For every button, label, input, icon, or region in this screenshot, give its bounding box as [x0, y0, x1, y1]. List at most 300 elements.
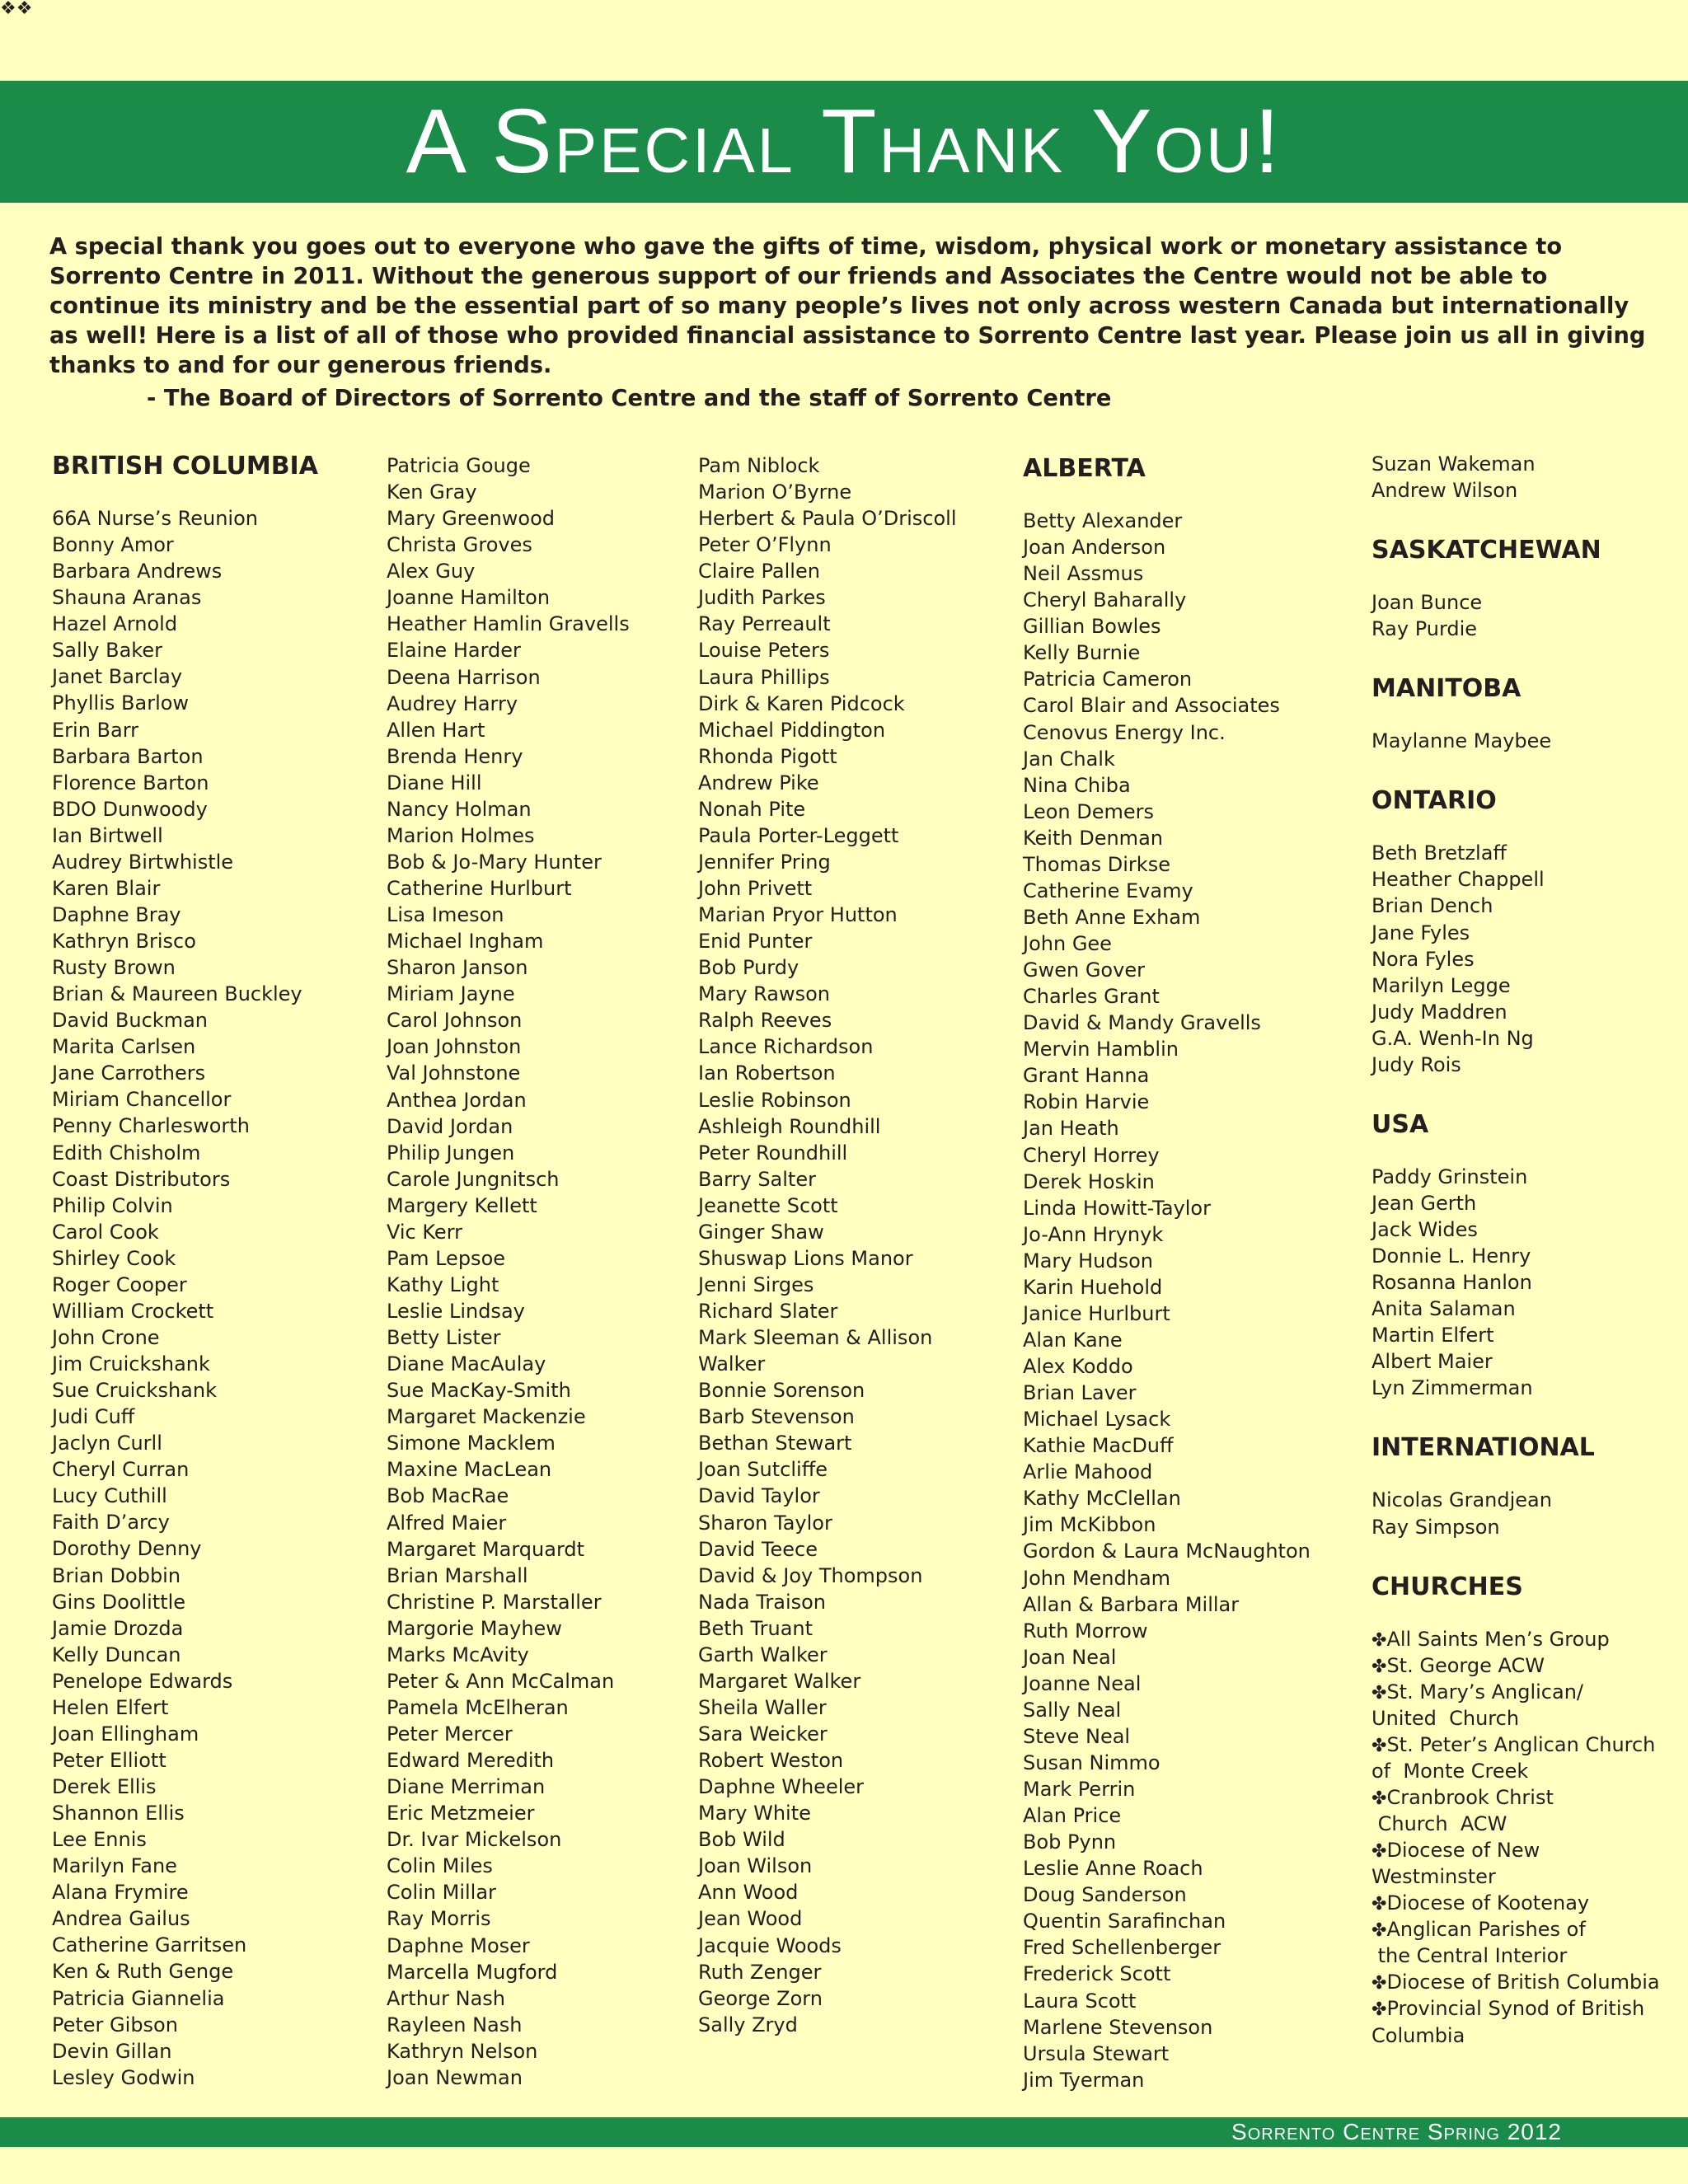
section-heading-alberta: ALBERTA: [1023, 454, 1146, 483]
donor-name: Grant Hanna: [1023, 1064, 1150, 1088]
cross-bullet-icon: ✤: [1372, 1682, 1387, 1704]
donor-name: Joanne Neal: [1023, 1671, 1142, 1695]
donor-name: John Mendham: [1023, 1566, 1171, 1590]
donor-name: Bob & Jo-Mary Hunter: [387, 850, 602, 874]
church-line: [1372, 1626, 1660, 1652]
donor-name: Jan Heath: [1023, 1117, 1119, 1141]
section-spacer: [1372, 1078, 1660, 1108]
donor-name: Christa Groves: [387, 533, 532, 557]
donor-name: Jamie Drozda: [52, 1616, 184, 1640]
donor-name: Rusty Brown: [52, 956, 176, 980]
section-heading-international: INTERNATIONAL: [1372, 1433, 1595, 1463]
donor-name: Mervin Hamblin: [1023, 1038, 1179, 1062]
donor-name: Ian Birtwell: [52, 823, 163, 847]
donor-name: Peter Roundhill: [698, 1141, 848, 1165]
donor-name: Robin Harvie: [1023, 1090, 1150, 1114]
donor-name: Rayleen Nash: [387, 2013, 523, 2036]
donor-name: Karin Huehold: [1023, 1275, 1163, 1299]
donor-name: Claire Pallen: [698, 560, 820, 583]
donor-name: Catherine Garritsen: [52, 1933, 247, 1957]
church-name: Westminster: [1372, 1865, 1496, 1889]
donor-name: Jim Tyerman: [1023, 2068, 1145, 2092]
cross-bullet-icon: ✤: [1372, 1656, 1387, 1677]
donor-name: Bob Purdy: [698, 956, 799, 980]
donor-name: Robert Weston: [698, 1749, 844, 1773]
donor-name: G.A. Wenh-In Ng: [1372, 1026, 1534, 1050]
donor-name: Keith Denman: [1023, 826, 1163, 850]
donor-name: Arlie Mahood: [1023, 1460, 1153, 1484]
donor-name: Cenovus Energy Inc.: [1023, 720, 1226, 744]
donor-name: Quentin Sarafinchan: [1023, 1910, 1226, 1933]
donor-name: Sharon Taylor: [698, 1511, 832, 1535]
column-5: [1372, 451, 1660, 2049]
donor-name: Mark Sleeman & Allison: [698, 1326, 933, 1350]
donor-name: Janet Barclay: [52, 665, 183, 689]
section-heading-saskatchewan: SASKATCHEWAN: [1372, 536, 1601, 565]
donor-name: Maxine MacLean: [387, 1458, 552, 1482]
donor-name: Garth Walker: [698, 1643, 828, 1666]
column-british-columbia: [52, 449, 318, 2091]
donor-name: Alana Frymire: [52, 1881, 189, 1905]
donor-name: Jim McKibbon: [1023, 1513, 1156, 1537]
donor-name: Alex Guy: [387, 560, 476, 583]
donor-name: Marion O’Byrne: [698, 480, 852, 504]
donor-name: Laura Scott: [1023, 1989, 1137, 2013]
church-name: Provincial Synod of British: [1386, 1997, 1645, 2021]
donor-name: Andrew Wilson: [1372, 479, 1518, 503]
donor-name: Brian Laver: [1023, 1381, 1137, 1405]
church-line: [1372, 1863, 1660, 1890]
intro-paragraph: A special thank you goes out to everyone who gave the gifts of time, wisdom, physical work or monetary assistance to Sorrento Centre in 2011. Without the generous support of our friends and Associates the Centre would not be able to continue its ministry and be the essential part of so many people’s lives not only across western Canada but internationally as well! Here is a list of all of those who provided financial assistance to Sorrento Centre last year. Please join us all in giving thanks to and for our generous friends.: [49, 234, 1646, 378]
donor-name: Val Johnstone: [387, 1062, 521, 1085]
donor-name: Bob Wild: [698, 1828, 785, 1852]
donor-name: Mary Hudson: [1023, 1249, 1154, 1272]
donor-name: Sara Weicker: [698, 1722, 828, 1746]
donor-name: David Jordan: [387, 1114, 513, 1138]
donor-name: Neil Assmus: [1023, 562, 1144, 586]
donor-name: Catherine Evamy: [1023, 879, 1193, 902]
donor-name: Louise Peters: [698, 639, 830, 663]
donor-name: Dorothy Denny: [52, 1537, 202, 1561]
donor-name: Joan Newman: [387, 2065, 523, 2089]
donor-name: Jack Wides: [1372, 1218, 1478, 1241]
donor-name: Bob Pynn: [1023, 1830, 1117, 1854]
donor-name: Mark Perrin: [1023, 1778, 1136, 1801]
donor-name: Daphne Moser: [387, 1933, 530, 1957]
donor-name: Pamela McElheran: [387, 1695, 569, 1719]
section-spacer: [1372, 1540, 1660, 1570]
donor-name: Rhonda Pigott: [698, 744, 837, 768]
donor-name: David Teece: [698, 1537, 818, 1561]
donor-name: Rosanna Hanlon: [1372, 1271, 1532, 1295]
donor-name: Linda Howitt-Taylor: [1023, 1196, 1211, 1220]
donor-name: Enid Punter: [698, 930, 813, 954]
donor-name: Colin Miles: [387, 1854, 493, 1878]
donor-name: Ralph Reeves: [698, 1009, 832, 1033]
donor-name: Carol Johnson: [387, 1009, 523, 1033]
donor-name: Sue Cruickshank: [52, 1379, 217, 1403]
donor-name: Margorie Mayhew: [387, 1616, 562, 1640]
donor-list-manitoba: [1372, 728, 1660, 754]
donor-name: Patricia Gouge: [387, 454, 531, 477]
donor-list-column-2: [387, 452, 630, 2091]
donor-name: Edith Chisholm: [52, 1141, 201, 1165]
donor-name: Lee Ennis: [52, 1828, 147, 1852]
donor-name: Sally Zryd: [698, 2013, 798, 2036]
donor-name: Audrey Harry: [387, 691, 518, 715]
donor-name: Simone Macklem: [387, 1432, 556, 1455]
cross-bullet-icon: ✤: [1372, 1920, 1387, 1942]
donor-name: Margaret Mackenzie: [387, 1405, 586, 1429]
donor-name: Kathryn Brisco: [52, 930, 196, 953]
donor-name: Joan Anderson: [1023, 536, 1166, 560]
donor-name: Daphne Wheeler: [698, 1775, 865, 1799]
cross-bullet-icon: ✤: [1372, 1999, 1387, 2021]
donor-name: Allan & Barbara Millar: [1023, 1592, 1240, 1616]
donor-name: Marcella Mugford: [387, 1960, 558, 1984]
church-name: St. Mary’s Anglican/: [1386, 1680, 1583, 1704]
donor-name: Kelly Duncan: [52, 1643, 181, 1666]
donor-name: Gwen Gover: [1023, 958, 1145, 982]
donor-name: Donnie L. Henry: [1372, 1244, 1531, 1268]
donor-name: Peter & Ann McCalman: [387, 1669, 615, 1693]
church-line: [1372, 1758, 1660, 1784]
donor-name: Michael Ingham: [387, 930, 544, 954]
donor-name: Joanne Hamilton: [387, 586, 551, 610]
donor-name: Nora Fyles: [1372, 947, 1475, 971]
section-spacer: [1372, 1401, 1660, 1431]
donor-name: Marilyn Legge: [1372, 973, 1511, 997]
donor-name: Judith Parkes: [698, 586, 826, 610]
donor-name: Diane Merriman: [387, 1775, 546, 1799]
donor-name: Gordon & Laura McNaughton: [1023, 1540, 1311, 1563]
donor-list-usa: [1372, 1164, 1660, 1402]
church-name: All Saints Men’s Group: [1386, 1627, 1610, 1651]
donor-name: Audrey Birtwhistle: [52, 850, 234, 874]
church-name: Diocese of New: [1386, 1839, 1540, 1863]
church-name: St. Peter’s Anglican Church: [1386, 1732, 1656, 1756]
donor-name: Brian Dench: [1372, 894, 1493, 918]
donor-name: George Zorn: [698, 1986, 823, 2010]
church-line: [1372, 1732, 1660, 1758]
donor-list-column-3: [698, 452, 957, 2038]
donor-name: Ursula Stewart: [1023, 2041, 1170, 2065]
donor-name: Cheryl Baharally: [1023, 588, 1187, 612]
donor-name: Ray Simpson: [1372, 1515, 1500, 1539]
section-heading-british-columbia: BRITISH COLUMBIA: [52, 452, 318, 480]
church-name: Anglican Parishes of: [1386, 1918, 1586, 1942]
donor-name: Alex Koddo: [1023, 1355, 1133, 1378]
church-name: Diocese of Kootenay: [1386, 1891, 1590, 1915]
donor-list-alberta: [1023, 508, 1311, 2093]
church-name: Cranbrook Christ: [1386, 1785, 1554, 1809]
donor-name: Ian Robertson: [698, 1062, 836, 1085]
donor-name: Erin Barr: [52, 718, 139, 742]
donor-name: Jan Chalk: [1023, 747, 1115, 771]
donor-name: Leon Demers: [1023, 799, 1154, 823]
donor-name: Doug Sanderson: [1023, 1883, 1187, 1907]
donor-name: Kathryn Nelson: [387, 2039, 538, 2063]
donor-name: Peter Elliott: [52, 1748, 166, 1772]
donor-name: Jean Wood: [698, 1907, 803, 1931]
donor-list-alberta-continued: [1372, 451, 1660, 504]
donor-name: Shannon Ellis: [52, 1802, 185, 1825]
donor-name: 66A Nurse’s Reunion: [52, 507, 258, 530]
donor-name: John Privett: [698, 877, 813, 900]
donor-name: David Buckman: [52, 1009, 208, 1033]
church-line: [1372, 1652, 1660, 1679]
donor-name: Andrea Gailus: [52, 1907, 190, 1931]
donor-name: Albert Maier: [1372, 1350, 1493, 1374]
donor-name: Walker: [698, 1352, 766, 1376]
donor-name: Marlene Stevenson: [1023, 2015, 1213, 2039]
donor-name: Sharon Janson: [387, 956, 528, 980]
donor-name: John Crone: [52, 1325, 160, 1349]
donor-name: Joan Neal: [1023, 1645, 1117, 1669]
donor-name: Michael Piddington: [698, 718, 886, 742]
donor-name: Brian Marshall: [387, 1563, 528, 1587]
donor-name: Patricia Giannelia: [52, 1986, 225, 2010]
donor-name: David & Joy Thompson: [698, 1563, 923, 1587]
donor-name: Derek Ellis: [52, 1775, 157, 1798]
donor-name: Colin Millar: [387, 1881, 496, 1905]
donor-name: Allen Hart: [387, 718, 485, 742]
donor-name: Fred Schellenberger: [1023, 1936, 1221, 1960]
donor-name: Joan Sutcliffe: [698, 1458, 828, 1482]
donor-name: Beth Bretzlaff: [1372, 841, 1507, 865]
church-line: [1372, 1890, 1660, 1916]
donor-name: Leslie Lindsay: [387, 1300, 525, 1323]
donor-name: Andrew Pike: [698, 771, 819, 794]
donor-name: Sally Baker: [52, 639, 162, 663]
donor-name: Florence Barton: [52, 771, 209, 794]
donor-name: Marita Carlsen: [52, 1035, 196, 1059]
donor-name: Beth Truant: [698, 1616, 814, 1640]
donor-name: Miriam Jayne: [387, 982, 515, 1006]
donor-name: Lisa Imeson: [387, 903, 504, 927]
donor-name: Jane Carrothers: [52, 1062, 206, 1085]
donor-name: Jenni Sirges: [698, 1272, 814, 1296]
donor-name: Cheryl Curran: [52, 1458, 190, 1482]
donor-name: Patricia Cameron: [1023, 668, 1193, 691]
donor-name: Anthea Jordan: [387, 1088, 527, 1112]
section-heading-churches: CHURCHES: [1372, 1572, 1523, 1601]
donor-name: Catherine Hurlburt: [387, 877, 572, 900]
church-line: [1372, 1784, 1660, 1811]
section-spacer: [1372, 754, 1660, 784]
donor-name: Beth Anne Exham: [1023, 905, 1201, 929]
donor-name: Jeanette Scott: [698, 1193, 838, 1217]
donor-name: Carol Blair and Associates: [1023, 694, 1280, 718]
donor-name: Maylanne Maybee: [1372, 729, 1552, 753]
donor-name: Phyllis Barlow: [52, 691, 190, 715]
cross-bullet-icon: ✤: [1372, 1973, 1387, 1994]
church-name: United Church: [1372, 1706, 1520, 1730]
cross-bullet-icon: ✤: [1372, 1841, 1387, 1863]
donor-name: Elaine Harder: [387, 639, 521, 663]
donor-name: Eric Metzmeier: [387, 1802, 535, 1825]
donor-name: Philip Jungen: [387, 1141, 515, 1165]
donor-name: Gins Doolittle: [52, 1590, 186, 1614]
donor-name: Richard Slater: [698, 1300, 838, 1323]
donor-name: Shauna Aranas: [52, 586, 202, 610]
donor-name: Margery Kellett: [387, 1193, 537, 1217]
donor-name: William Crockett: [52, 1299, 214, 1323]
donor-name: Sally Neal: [1023, 1698, 1122, 1722]
section-spacer: [1372, 642, 1660, 672]
donor-name: Brian Dobbin: [52, 1563, 181, 1587]
donor-name: Pam Lepsoe: [387, 1246, 506, 1270]
section-heading-ontario: ONTARIO: [1372, 786, 1497, 816]
column-alberta: [1023, 452, 1311, 2093]
donor-name: Herbert & Paula O’Driscoll: [698, 507, 957, 531]
donor-name: John Gee: [1023, 932, 1112, 955]
church-name: Church ACW: [1372, 1812, 1507, 1835]
donor-name: Betty Alexander: [1023, 509, 1183, 532]
donor-name: Jane Fyles: [1372, 921, 1470, 944]
donor-name: Michael Lysack: [1023, 1408, 1171, 1432]
donor-name: Bethan Stewart: [698, 1432, 852, 1455]
donor-name: Helen Elfert: [52, 1695, 169, 1719]
church-name: the Central Interior: [1372, 1944, 1568, 1968]
donor-name: Hazel Arnold: [52, 612, 178, 636]
donor-name: Shuswap Lions Manor: [698, 1246, 913, 1270]
donor-name: Leslie Anne Roach: [1023, 1857, 1203, 1881]
donor-name: Dr. Ivar Mickelson: [387, 1828, 562, 1852]
cross-bullet-icon: ✤: [1372, 1735, 1387, 1756]
donor-name: Brenda Henry: [387, 744, 523, 768]
donor-name: Peter Gibson: [52, 2013, 178, 2036]
donor-name: Nancy Holman: [387, 797, 532, 821]
donor-list-international: [1372, 1487, 1660, 1540]
donor-name: Kathy Light: [387, 1272, 499, 1296]
donor-name: Kathy McClellan: [1023, 1487, 1181, 1511]
donor-name: Marian Pryor Hutton: [698, 903, 898, 927]
donor-name: Judy Rois: [1372, 1052, 1461, 1076]
donor-name: Miriam Chancellor: [52, 1088, 232, 1112]
donor-name: Ken & Ruth Genge: [52, 1960, 234, 1984]
donor-name: Edward Meredith: [387, 1749, 555, 1773]
donor-name: Susan Nimmo: [1023, 1750, 1160, 1774]
donor-name: Peter O’Flynn: [698, 533, 832, 557]
donor-name: Bonny Amor: [52, 533, 174, 557]
donor-name: Thomas Dirkse: [1023, 852, 1170, 876]
church-line: [1372, 1943, 1660, 1969]
donor-name: Kathie MacDuff: [1023, 1434, 1174, 1458]
donor-name: Ashleigh Roundhill: [698, 1114, 881, 1138]
section-heading-manitoba: MANITOBA: [1372, 674, 1522, 704]
donor-name: Martin Elfert: [1372, 1324, 1494, 1347]
footer-issue-label: Sorrento Centre Spring 2012: [1231, 2119, 1562, 2144]
donor-name: Frederick Scott: [1023, 1962, 1171, 1986]
donor-name: Anita Salaman: [1372, 1297, 1516, 1321]
donor-name: Ruth Zenger: [698, 1960, 822, 1984]
donor-name: Devin Gillan: [52, 2039, 172, 2063]
donor-name: Suzan Wakeman: [1372, 452, 1536, 476]
donor-name: BDO Dunwoody: [52, 797, 208, 821]
corner-ornament: ❖❖: [0, 0, 33, 19]
donor-name: Lance Richardson: [698, 1035, 874, 1059]
church-line: [1372, 1995, 1660, 2022]
donor-name: Barry Salter: [698, 1167, 816, 1191]
donor-name: Nicolas Grandjean: [1372, 1488, 1552, 1512]
donor-name: Gillian Bowles: [1023, 615, 1161, 639]
donor-name: Judy Maddren: [1372, 1000, 1507, 1024]
donor-name: Derek Hoskin: [1023, 1169, 1155, 1193]
donor-name: Nada Traison: [698, 1590, 827, 1614]
donor-name: Barbara Barton: [52, 744, 204, 768]
donor-name: Ray Perreault: [698, 612, 831, 636]
cross-bullet-icon: ✤: [1372, 1788, 1387, 1809]
donor-name: Arthur Nash: [387, 1986, 505, 2010]
donor-name: Marion Holmes: [387, 823, 535, 847]
church-line: [1372, 1916, 1660, 1943]
church-line: [1372, 1705, 1660, 1732]
church-line: [1372, 1811, 1660, 1837]
donor-name: Joan Ellingham: [52, 1722, 199, 1746]
church-line: [1372, 2022, 1660, 2049]
church-name: St. George ACW: [1386, 1653, 1545, 1677]
donor-name: Roger Cooper: [52, 1272, 187, 1296]
donor-name: Pam Niblock: [698, 454, 820, 477]
donor-name: Joan Wilson: [698, 1854, 813, 1878]
donor-name: Lesley Godwin: [52, 2065, 195, 2089]
donor-name: Margaret Walker: [698, 1669, 861, 1693]
donor-name: Ray Purdie: [1372, 617, 1478, 641]
donor-name: David & Mandy Gravells: [1023, 1011, 1261, 1035]
donor-name: Penelope Edwards: [52, 1669, 233, 1693]
donor-name: David Taylor: [698, 1484, 820, 1508]
donor-name: Nonah Pite: [698, 797, 806, 821]
donor-name: Nina Chiba: [1023, 773, 1131, 797]
donor-name: Christine P. Marstaller: [387, 1590, 602, 1614]
donor-list-churches: [1372, 1626, 1660, 2049]
donor-name: Jacquie Woods: [698, 1933, 842, 1957]
donor-name: Bonnie Sorenson: [698, 1379, 865, 1403]
column-3: [698, 452, 957, 2038]
section-spacer: [1372, 504, 1660, 533]
donor-name: Ken Gray: [387, 480, 477, 504]
donor-name: Ray Morris: [387, 1907, 491, 1931]
donor-name: Barbara Andrews: [52, 560, 223, 583]
donor-name: Mary Greenwood: [387, 507, 556, 531]
donor-name: Peter Mercer: [387, 1722, 513, 1746]
footer-bar: [0, 2117, 1688, 2147]
donor-name: Judi Cuff: [52, 1405, 135, 1429]
donor-name: Deena Harrison: [387, 665, 541, 689]
donor-name: Lucy Cuthill: [52, 1484, 167, 1508]
donor-name: Carol Cook: [52, 1220, 159, 1244]
donor-list-british-columbia: [52, 505, 318, 2091]
donor-name: Kelly Burnie: [1023, 641, 1141, 665]
donor-name: Ginger Shaw: [698, 1220, 824, 1244]
donor-name: Diane MacAulay: [387, 1352, 546, 1376]
donor-list-ontario: [1372, 840, 1660, 1078]
signature-line: - The Board of Directors of Sorrento Centre and the staff of Sorrento Centre: [147, 386, 1112, 411]
cross-bullet-icon: ✤: [1372, 1894, 1387, 1915]
donor-name: Betty Lister: [387, 1326, 501, 1350]
donor-name: Brian & Maureen Buckley: [52, 982, 302, 1006]
donor-name: Sheila Waller: [698, 1695, 827, 1719]
donor-name: Joan Johnston: [387, 1035, 522, 1059]
donor-name: Leslie Robinson: [698, 1088, 851, 1112]
donor-name: Jennifer Pring: [698, 850, 831, 874]
donor-name: Faith D’arcy: [52, 1511, 170, 1535]
donor-name: Karen Blair: [52, 876, 161, 900]
donor-name: Ruth Morrow: [1023, 1619, 1148, 1643]
church-line: [1372, 1837, 1660, 1863]
donor-name: Philip Colvin: [52, 1193, 173, 1217]
